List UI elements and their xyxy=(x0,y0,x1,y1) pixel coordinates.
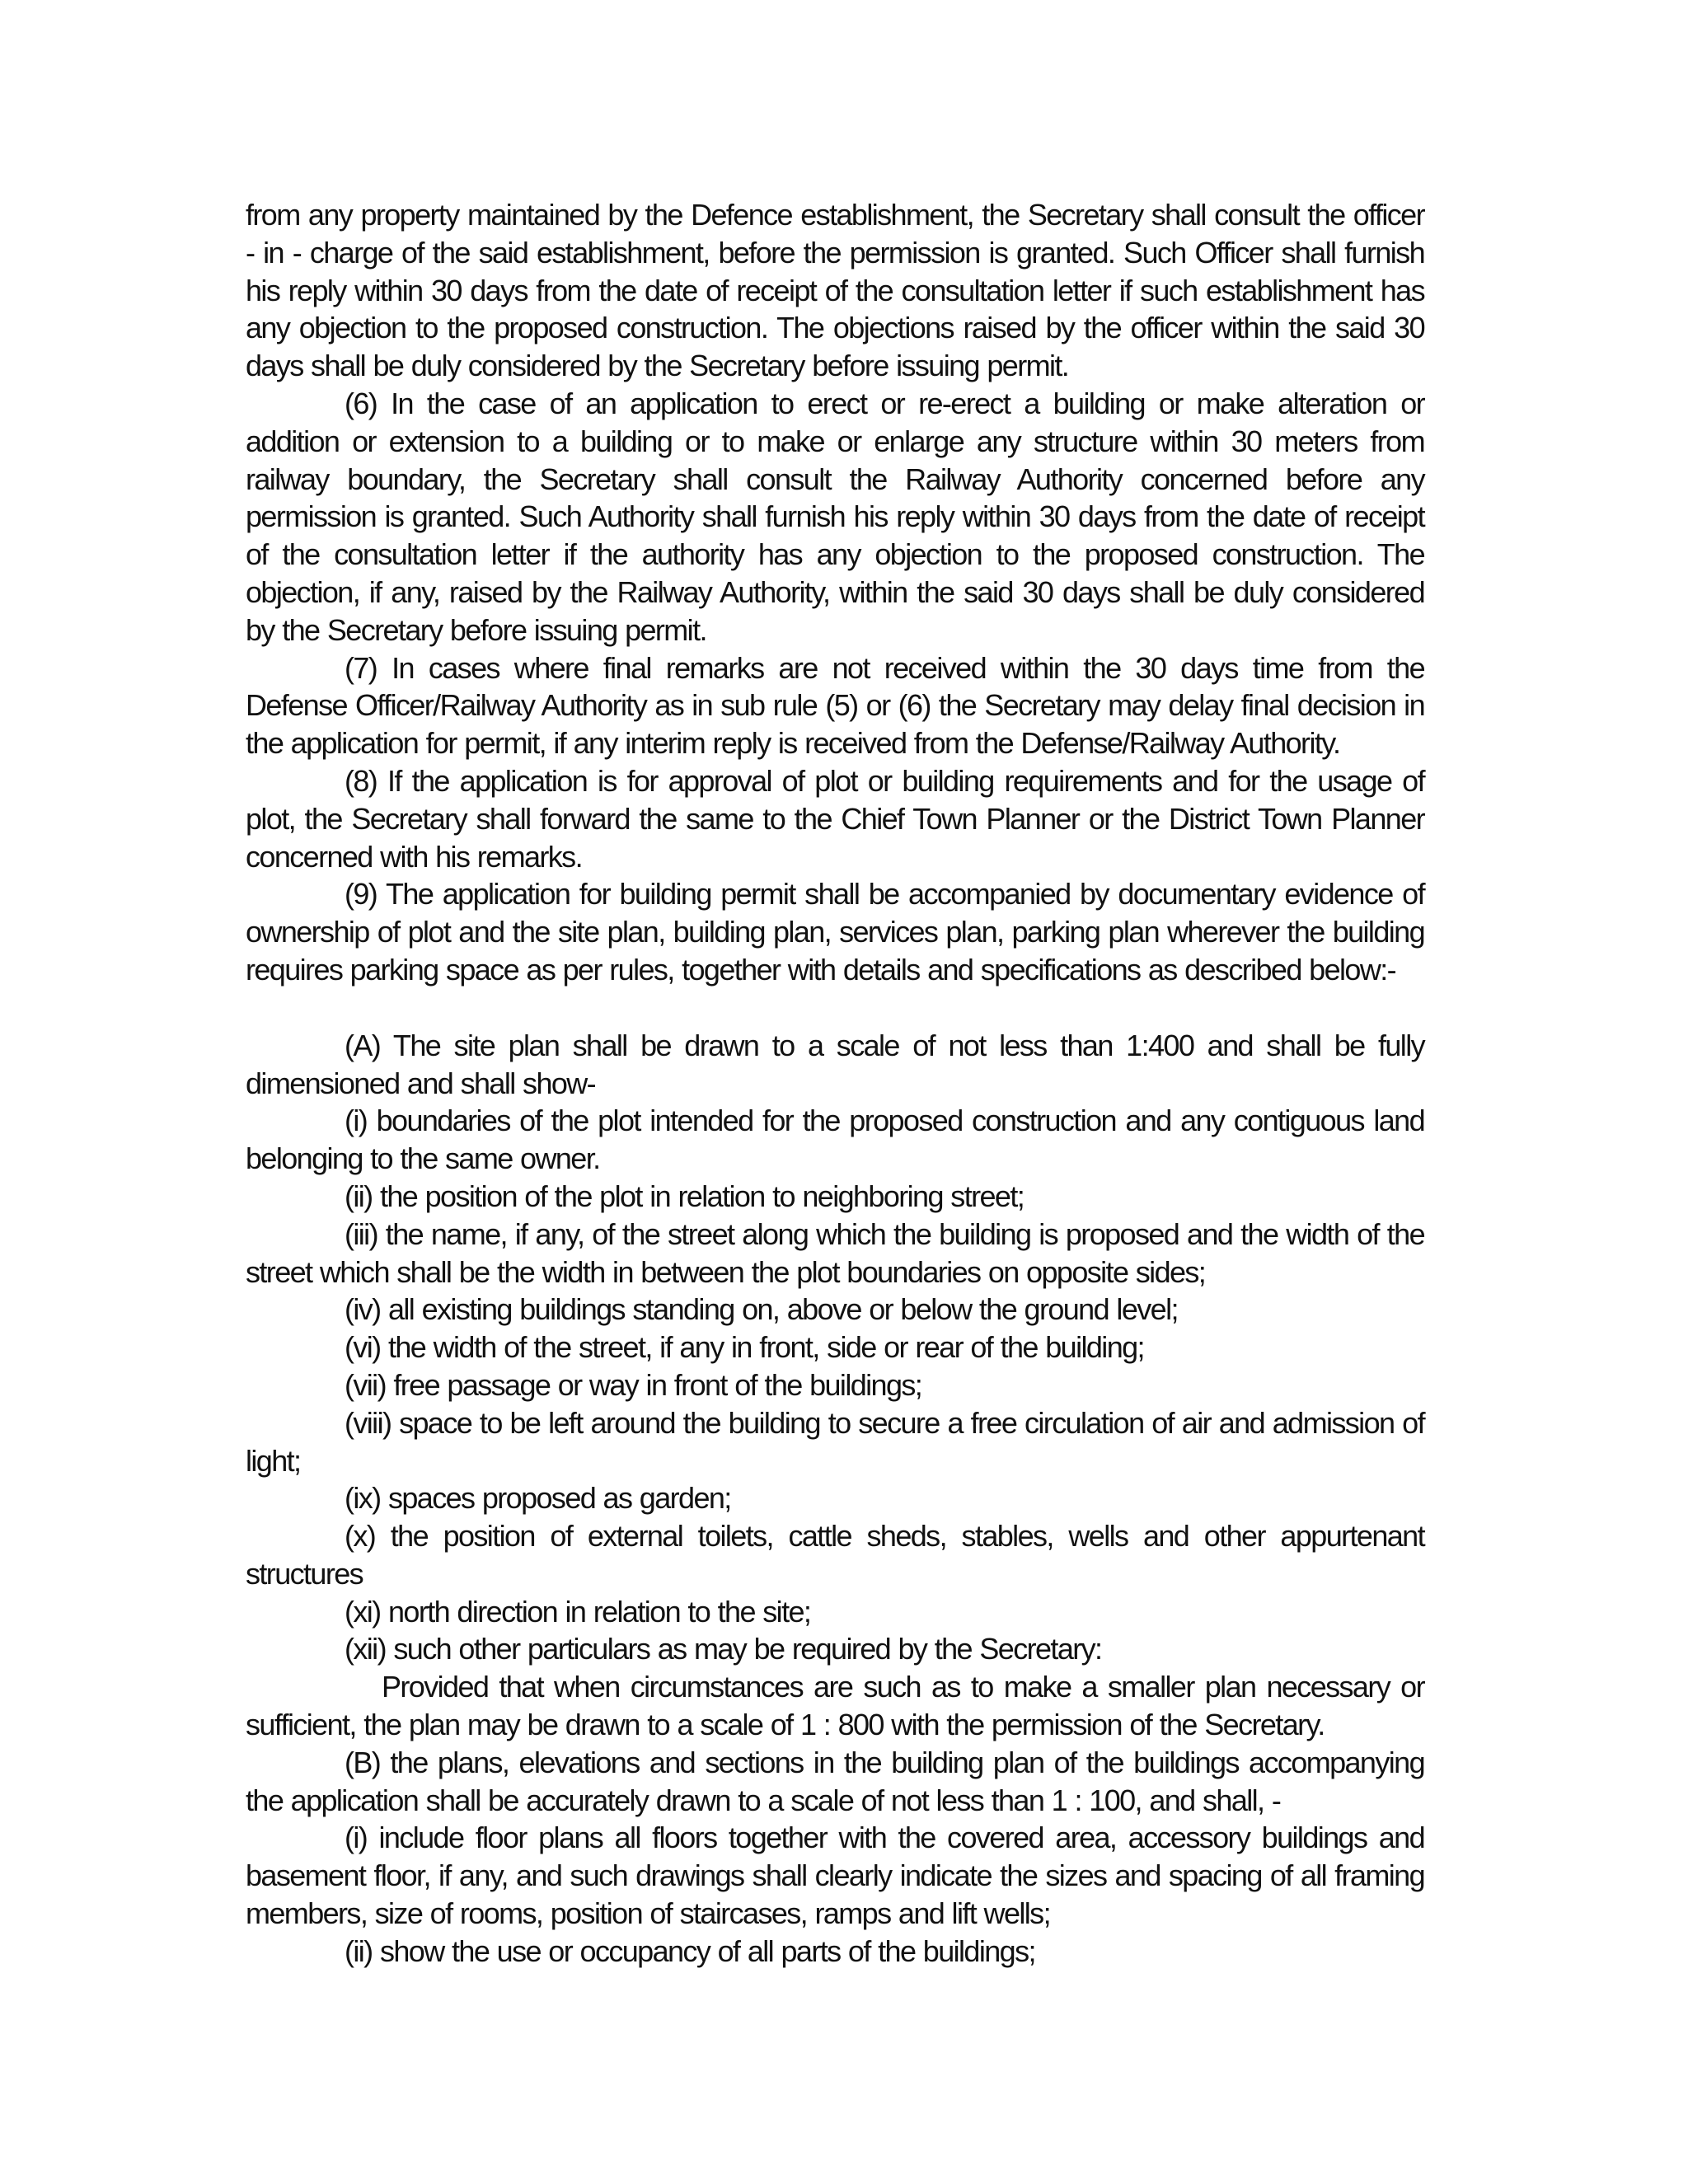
paragraph-rule-8: (8) If the application is for approval of plot or building requirements and for the usage of plot, the Secretary shall forward the same to the Chief Town Planner or the District Town Planner concerned with his remarks. xyxy=(246,763,1424,874)
list-item-a-ii: (ii) the position of the plot in relation to neighboring street; xyxy=(345,1179,1025,1213)
paragraph-rule-6: (6) In the case of an application to erect or re-erect a building or make alteration or addition or extension to a building or to make or enlarge any structure within 30 meters from railway boundary, the Secretary shall consult the Railway Authority concerned before any permission is granted. Such Authority shall furnish his reply within 30 days from the date of receipt of the consultation letter if the authority has any objection to the proposed construction. The objection, if any, raised by the Railway Authority, within the said 30 days shall be duly considered by the Secretary before issuing permit. xyxy=(246,386,1424,647)
list-item-a-xii: (xii) such other particulars as may be required by the Secretary: xyxy=(345,1632,1102,1666)
list-item-a-vii: (vii) free passage or way in front of the buildings; xyxy=(345,1367,922,1402)
list-item-a-iv: (iv) all existing buildings standing on, above or below the ground level; xyxy=(345,1292,1178,1327)
list-item-a-iii: (iii) the name, if any, of the street along which the building is proposed and the width of the street which shall be the width in between the plot boundaries on opposite sides; xyxy=(246,1216,1424,1289)
document-page xyxy=(246,196,1424,1971)
list-item-a-xi: (xi) north direction in relation to the site; xyxy=(345,1594,811,1629)
paragraph-building-plan-b: (B) the plans, elevations and sections in the building plan of the buildings accompanying the application shall be accurately drawn to a scale of not less than 1 : 100, and shall, - xyxy=(246,1745,1424,1817)
list-item-a-vi: (vi) the width of the street, if any in front, side or rear of the building; xyxy=(345,1330,1144,1365)
list-item-a-ix: (ix) spaces proposed as garden; xyxy=(345,1481,731,1516)
paragraph-site-plan-a: (A) The site plan shall be drawn to a scale of not less than 1:400 and shall be fully dimensioned and shall show- xyxy=(246,1028,1424,1100)
list-item-a-x: (x) the position of external toilets, cattle sheds, stables, wells and other appurtenant structures xyxy=(246,1519,1424,1591)
list-item-a-viii: (viii) space to be left around the building to secure a free circulation of air and admission of light; xyxy=(246,1405,1424,1478)
paragraph-proviso: Provided that when circumstances are such as to make a smaller plan necessary or sufficient, the plan may be drawn to a scale of 1 : 800 with the permission of the Secretary. xyxy=(246,1670,1424,1742)
paragraph-rule-9: (9) The application for building permit shall be accompanied by documentary evidence of ownership of plot and the site plan, building plan, services plan, parking plan wherever the building requires parking space as per rules, together with details and specifications as described below:- xyxy=(246,877,1424,987)
list-item-a-i: (i) boundaries of the plot intended for the proposed construction and any contiguous land belonging to the same owner. xyxy=(246,1104,1424,1176)
paragraph-defence-consultation: from any property maintained by the Defence establishment, the Secretary shall consult the officer - in - charge of the said establishment, before the permission is granted. Such Officer shall furnish his reply within 30 days from the date of receipt of the consultation letter if such establishment has any objection to the proposed construction. The objections raised by the officer within the said 30 days shall be duly considered by the Secretary before issuing permit. xyxy=(246,198,1424,383)
list-item-b-ii: (ii) show the use or occupancy of all parts of the buildings; xyxy=(345,1933,1035,1968)
list-item-b-i: (i) include floor plans all floors together with the covered area, accessory buildings and basement floor, if any, and such drawings shall clearly indicate the sizes and spacing of all framing members, size of rooms, position of staircases, ramps and lift wells; xyxy=(246,1821,1424,1931)
paragraph-rule-7: (7) In cases where final remarks are not received within the 30 days time from the Defense Officer/Railway Authority as in sub rule (5) or (6) the Secretary may delay final decision in the application for permit, if any interim reply is received from the Defense/Railway Authority. xyxy=(246,650,1424,761)
